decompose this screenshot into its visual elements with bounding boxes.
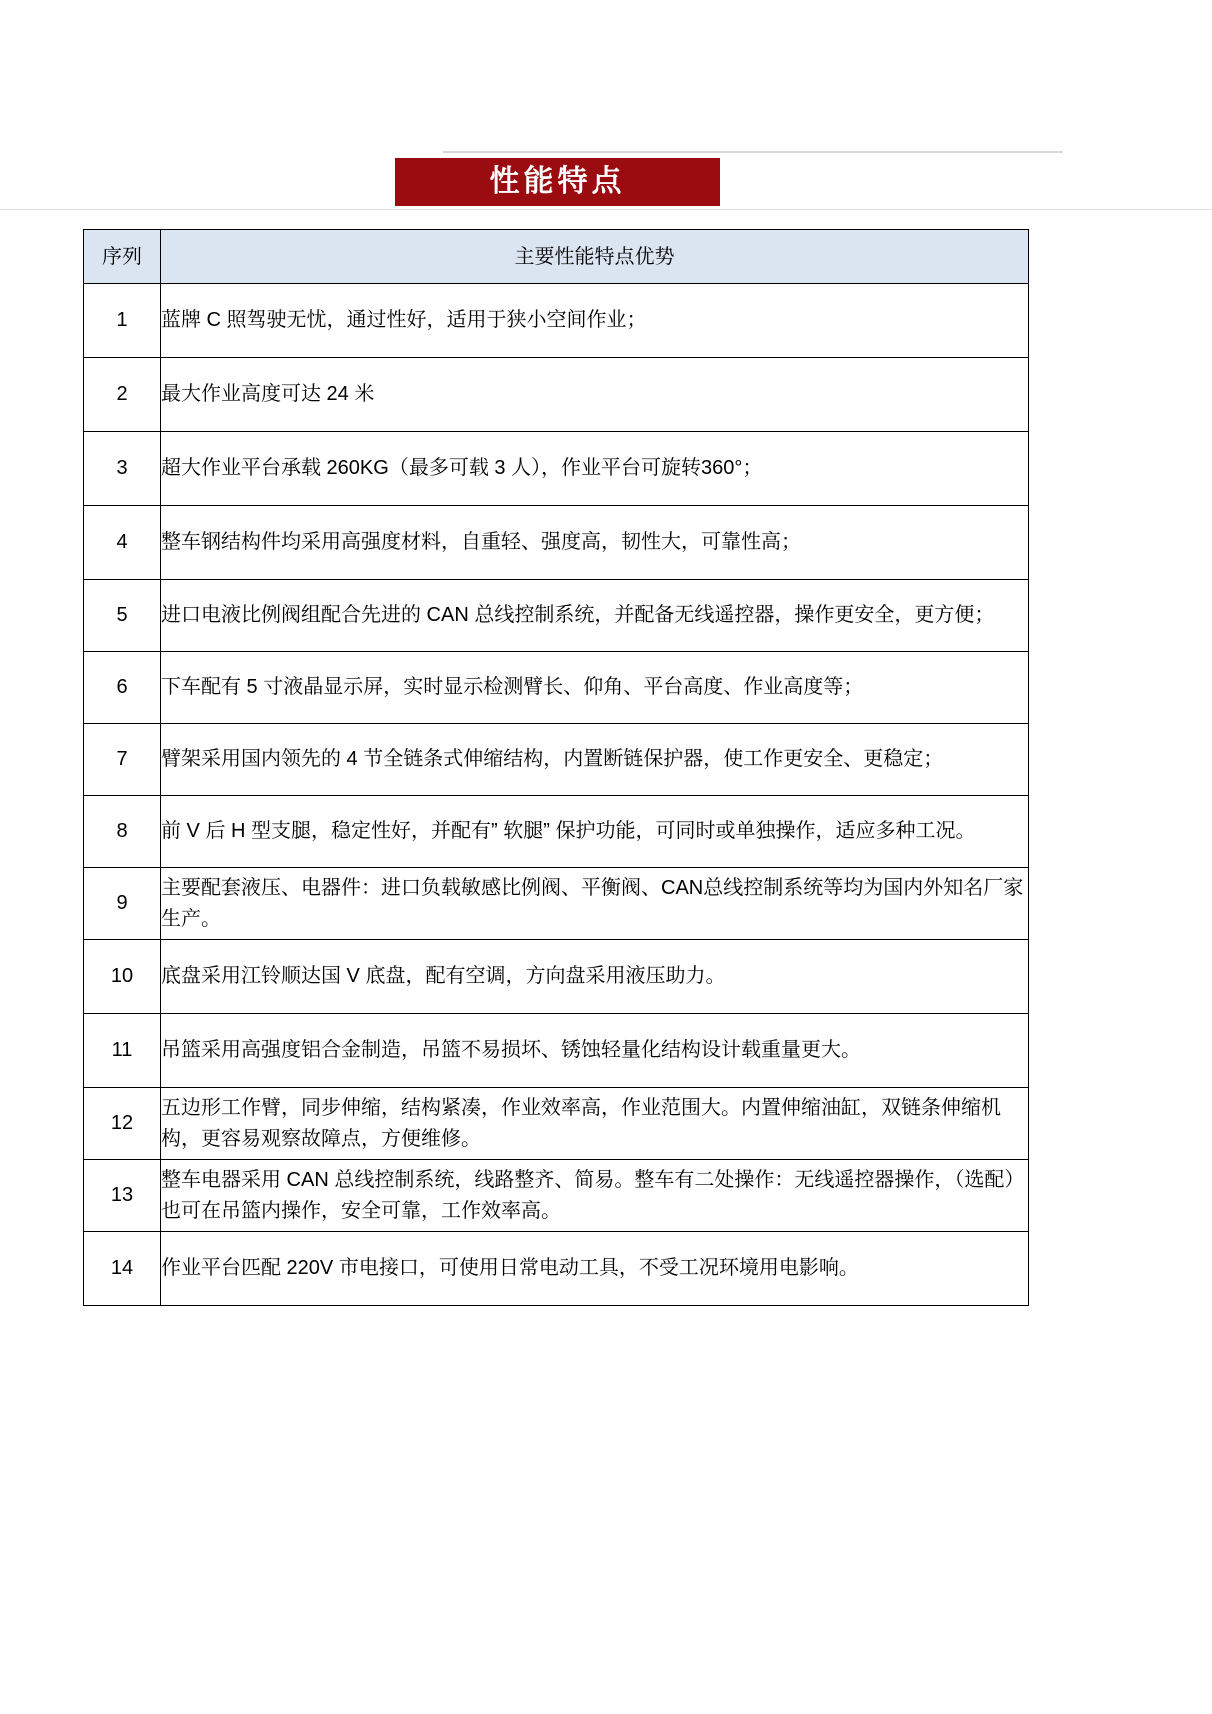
table-row bbox=[84, 284, 1029, 358]
row-feature: 整车电器采用 CAN 总线控制系统，线路整齐、简易。整车有二处操作：无线遥控器操作，（选配）也可在吊篮内操作，安全可靠，工作效率高。 bbox=[161, 1160, 1029, 1232]
row-feature: 五边形工作臂，同步伸缩，结构紧凑，作业效率高，作业范围大。内置伸缩油缸，双链条伸缩机构，更容易观察故障点，方便维修。 bbox=[161, 1088, 1029, 1160]
row-index: 2 bbox=[84, 358, 161, 432]
column-header-feature bbox=[161, 230, 1029, 284]
table-row bbox=[84, 652, 1029, 724]
row-index: 11 bbox=[84, 1014, 161, 1088]
table-row bbox=[84, 940, 1029, 1014]
title-top-rule bbox=[443, 151, 1063, 153]
row-feature: 主要配套液压、电器件：进口负载敏感比例阀、平衡阀、CAN总线控制系统等均为国内外知名厂家生产。 bbox=[161, 868, 1029, 940]
performance-features-table-wrapper bbox=[83, 229, 1028, 1306]
row-index: 7 bbox=[84, 724, 161, 796]
column-header-index bbox=[84, 230, 161, 284]
row-feature: 超大作业平台承载 260KG（最多可载 3 人），作业平台可旋转360°； bbox=[161, 432, 1029, 506]
table-row bbox=[84, 358, 1029, 432]
row-index: 8 bbox=[84, 796, 161, 868]
table-body bbox=[84, 284, 1029, 1306]
row-feature: 进口电液比例阀组配合先进的 CAN 总线控制系统，并配备无线遥控器，操作更安全，更方便； bbox=[161, 580, 1029, 652]
row-index: 1 bbox=[84, 284, 161, 358]
table-row bbox=[84, 796, 1029, 868]
row-feature: 蓝牌 C 照驾驶无忧，通过性好，适用于狭小空间作业； bbox=[161, 284, 1029, 358]
page-title-block bbox=[0, 118, 1212, 228]
row-index: 3 bbox=[84, 432, 161, 506]
row-index: 9 bbox=[84, 868, 161, 940]
row-feature: 底盘采用江铃顺达国 V 底盘，配有空调，方向盘采用液压助力。 bbox=[161, 940, 1029, 1014]
table-row bbox=[84, 580, 1029, 652]
row-index: 5 bbox=[84, 580, 161, 652]
row-index: 4 bbox=[84, 506, 161, 580]
table-row bbox=[84, 1088, 1029, 1160]
row-feature: 最大作业高度可达 24 米 bbox=[161, 358, 1029, 432]
row-index: 12 bbox=[84, 1088, 161, 1160]
column-header-index-label: 序列 bbox=[102, 245, 142, 268]
row-index: 10 bbox=[84, 940, 161, 1014]
row-index: 14 bbox=[84, 1232, 161, 1306]
page-title: 性能特点 bbox=[489, 165, 626, 198]
table-header-row bbox=[84, 230, 1029, 284]
table-row bbox=[84, 868, 1029, 940]
row-index: 6 bbox=[84, 652, 161, 724]
table-row bbox=[84, 724, 1029, 796]
row-feature: 下车配有 5 寸液晶显示屏，实时显示检测臂长、仰角、平台高度、作业高度等； bbox=[161, 652, 1029, 724]
row-feature: 吊篮采用高强度铝合金制造，吊篮不易损坏、锈蚀轻量化结构设计载重量更大。 bbox=[161, 1014, 1029, 1088]
table-header bbox=[84, 230, 1029, 284]
row-feature: 整车钢结构件均采用高强度材料，自重轻、强度高，韧性大，可靠性高； bbox=[161, 506, 1029, 580]
row-feature: 臂架采用国内领先的 4 节全链条式伸缩结构，内置断链保护器，使工作更安全、更稳定； bbox=[161, 724, 1029, 796]
table-row bbox=[84, 432, 1029, 506]
row-feature: 前 V 后 H 型支腿，稳定性好，并配有” 软腿” 保护功能，可同时或单独操作，适应多种工况。 bbox=[161, 796, 1029, 868]
title-divider bbox=[0, 209, 1212, 210]
row-index: 13 bbox=[84, 1160, 161, 1232]
page-title-banner bbox=[395, 158, 720, 206]
column-header-feature-label: 主要性能特点优势 bbox=[514, 245, 675, 268]
table-row bbox=[84, 1160, 1029, 1232]
table-row bbox=[84, 1014, 1029, 1088]
table-row bbox=[84, 1232, 1029, 1306]
performance-features-table bbox=[83, 229, 1029, 1306]
table-row bbox=[84, 506, 1029, 580]
row-feature: 作业平台匹配 220V 市电接口，可使用日常电动工具，不受工况环境用电影响。 bbox=[161, 1232, 1029, 1306]
